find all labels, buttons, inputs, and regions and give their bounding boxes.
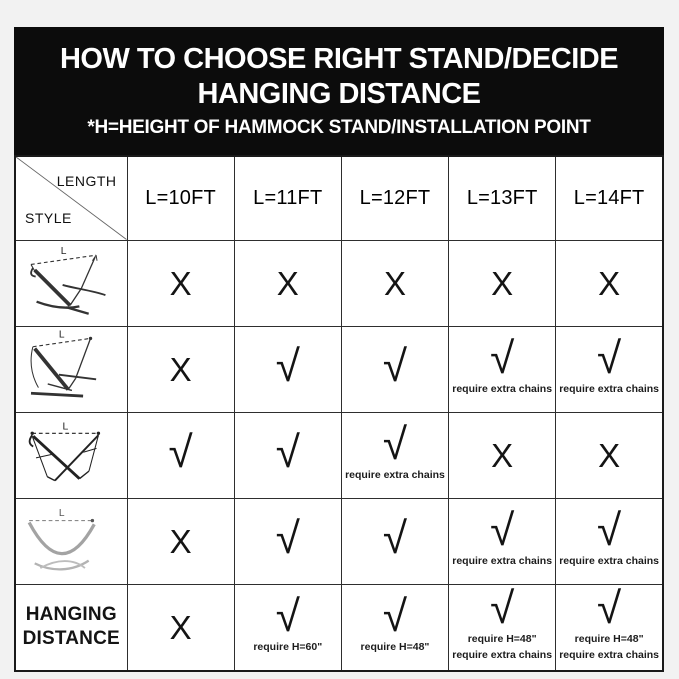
cell [449, 584, 556, 671]
svg-text:L: L [59, 507, 65, 519]
yes-mark: √ [275, 428, 300, 477]
yes-mark: √ [275, 342, 300, 391]
cell [127, 584, 234, 671]
hammock-stand-4-illustration [19, 502, 123, 582]
no-mark: X [169, 522, 192, 560]
yes-mark: √ [490, 506, 515, 556]
cell-note: require extra chains [452, 649, 553, 661]
yes-mark: √ [382, 592, 408, 642]
yes-mark: √ [168, 428, 193, 477]
stand-style-3-cell [15, 412, 127, 498]
hammock-stand-1-illustration [19, 244, 123, 324]
cell [449, 240, 556, 326]
cell [556, 240, 663, 326]
corner-style-label: STYLE [25, 209, 72, 226]
no-mark: X [491, 436, 514, 474]
table-row [15, 412, 663, 498]
no-mark: X [383, 264, 406, 302]
column-header-l13ft: L=13FT [449, 156, 556, 240]
yes-mark: √ [275, 592, 300, 642]
cell [341, 584, 448, 671]
cell [341, 240, 448, 326]
corner-length-label: LENGTH [56, 173, 117, 189]
stand-style-1-cell [15, 240, 127, 326]
no-mark: X [598, 264, 621, 302]
cell-note: require H=48" [574, 633, 644, 646]
hanging-distance-label: HANGING DISTANCE [22, 604, 120, 649]
no-mark: X [169, 350, 192, 388]
cell [234, 326, 341, 412]
cell-note: require extra chains [345, 469, 445, 482]
cell [234, 412, 341, 498]
yes-mark: √ [490, 584, 515, 634]
cell-note: require extra chains [559, 555, 660, 568]
yes-mark: √ [382, 342, 408, 391]
cell [341, 326, 448, 412]
hammock-stand-3-illustration [19, 417, 123, 495]
yes-mark: √ [382, 514, 408, 563]
stand-compatibility-table [14, 155, 664, 672]
no-mark: X [276, 264, 299, 302]
cell [556, 584, 663, 671]
cell [234, 240, 341, 326]
cell [234, 498, 341, 584]
banner-subtitle: *H=HEIGHT OF HAMMOCK STAND/INSTALLATION POINT [87, 117, 591, 138]
column-header-l12ft: L=12FT [341, 156, 448, 240]
cell [127, 326, 234, 412]
cell [341, 498, 448, 584]
yes-mark: √ [597, 334, 622, 384]
cell [127, 412, 234, 498]
table-row [15, 240, 663, 326]
cell [449, 412, 556, 498]
cell-note: require extra chains [559, 383, 660, 396]
yes-mark: √ [382, 420, 408, 470]
banner-title-line2: HANGING DISTANCE [197, 78, 481, 110]
yes-mark: √ [597, 506, 622, 556]
yes-mark: √ [597, 584, 622, 634]
cell [449, 498, 556, 584]
cell-note: require extra chains [452, 383, 553, 396]
column-header-l14ft: L=14FT [556, 156, 663, 240]
cell-note: require extra chains [452, 555, 553, 568]
svg-text:L: L [59, 330, 65, 341]
hammock-stand-2-illustration [19, 330, 123, 410]
no-mark: X [169, 608, 192, 646]
hanging-distance-label-cell [15, 584, 127, 671]
svg-text:L: L [62, 421, 69, 433]
cell [127, 240, 234, 326]
column-header-l11ft: L=11FT [234, 156, 341, 240]
no-mark: X [169, 264, 192, 302]
hanging-distance-row [15, 584, 663, 671]
table-row [15, 326, 663, 412]
cell [234, 584, 341, 671]
cell-note: require H=60" [253, 641, 323, 654]
diagonal-divider-line [16, 157, 127, 240]
cell [556, 326, 663, 412]
svg-text:L: L [61, 246, 67, 258]
cell [127, 498, 234, 584]
stand-style-2-cell [15, 326, 127, 412]
cell [556, 498, 663, 584]
cell-note: require H=48" [467, 633, 537, 646]
corner-cell [15, 156, 127, 240]
cell-note: require H=48" [360, 641, 430, 654]
no-mark: X [598, 436, 621, 474]
yes-mark: √ [275, 514, 300, 563]
stand-style-4-cell [15, 498, 127, 584]
cell [556, 412, 663, 498]
banner-title-line1: HOW TO CHOOSE RIGHT STAND/DECIDE [59, 43, 619, 75]
yes-mark: √ [490, 334, 515, 384]
banner [14, 27, 664, 155]
cell [341, 412, 448, 498]
table-row [15, 498, 663, 584]
cell [449, 326, 556, 412]
table-header-row [15, 156, 663, 240]
no-mark: X [491, 264, 514, 302]
column-header-l10ft: L=10FT [127, 156, 234, 240]
cell-note: require extra chains [559, 649, 660, 661]
